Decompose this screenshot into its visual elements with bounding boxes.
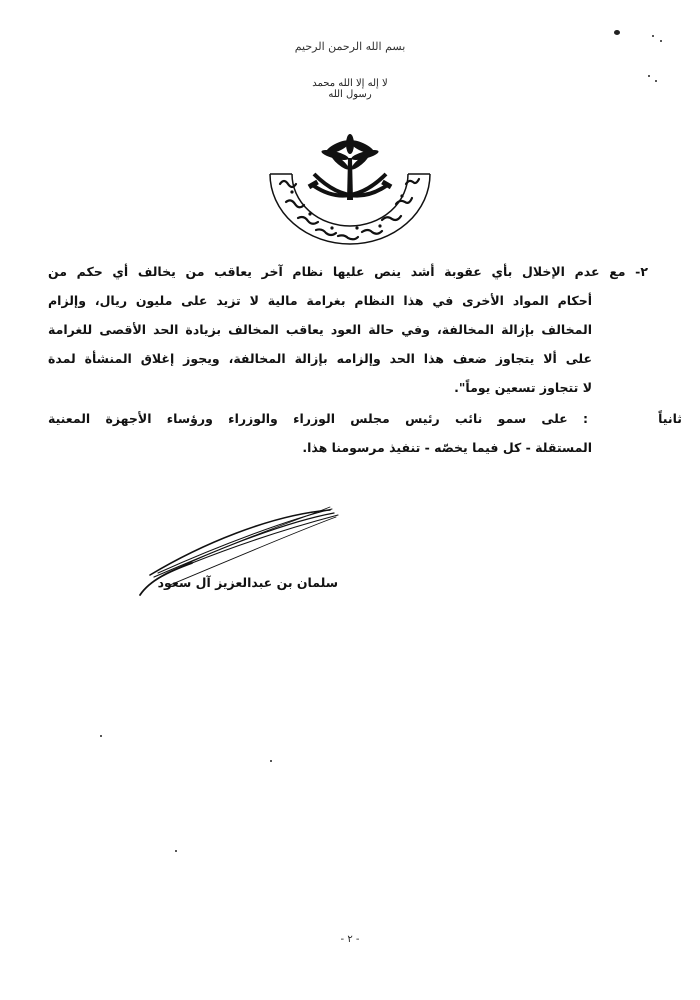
second-line-1: : على سمو نائب رئيس مجلس الوزراء والوزراء ورؤساء الأجهزة المعنية: [48, 411, 588, 426]
saudi-emblem-icon: [262, 122, 438, 252]
scan-speck: [270, 760, 272, 762]
emblem-caption: المملكة العربية السعودية: [350, 222, 361, 223]
signer-name: سلمان بن عبدالعزيز آل سعود: [157, 575, 338, 590]
clause-2-line-2: أحكام المواد الأخرى في هذا النظام بغرامة مالية لا تزيد على مليون ريال، وإلزام: [48, 293, 592, 308]
second-line-2: المستقلة - كل فيما يخصّه - تنفيذ مرسومنا هذا.: [302, 440, 592, 455]
scan-speck: [614, 30, 620, 35]
scan-speck: [648, 75, 650, 77]
clause-2-line-4: على ألا يتجاوز ضعف هذا الحد وإلزامه بإزالة المخالفة، ويجوز إغلاق المنشأة لمدة: [48, 351, 592, 366]
scan-speck: [660, 40, 662, 42]
clause-2-line-3: المخالف بإزالة المخالفة، وفي حالة العود يعاقب المخالف بزيادة الحد الأقصى للغرامة: [48, 322, 592, 337]
clause-2-line-1: ٢- مع عدم الإخلال بأي عقوبة أشد ينص عليها نظام آخر يعاقب من يخالف أي حكم من: [48, 264, 648, 279]
scan-speck: [100, 735, 102, 737]
clause-2-line-5: لا تتجاوز تسعين يوماً".: [454, 380, 592, 395]
scan-speck: [175, 850, 177, 852]
scan-speck: [655, 80, 657, 82]
second-label: ثانياً: [658, 411, 682, 426]
page-number: - ٢ -: [340, 934, 360, 945]
basmala-heading: بسم الله الرحمن الرحيم: [294, 40, 406, 53]
shahada-calligraphy: لا إله إلا الله محمد رسول الله: [312, 78, 388, 100]
scan-speck: [652, 35, 654, 37]
